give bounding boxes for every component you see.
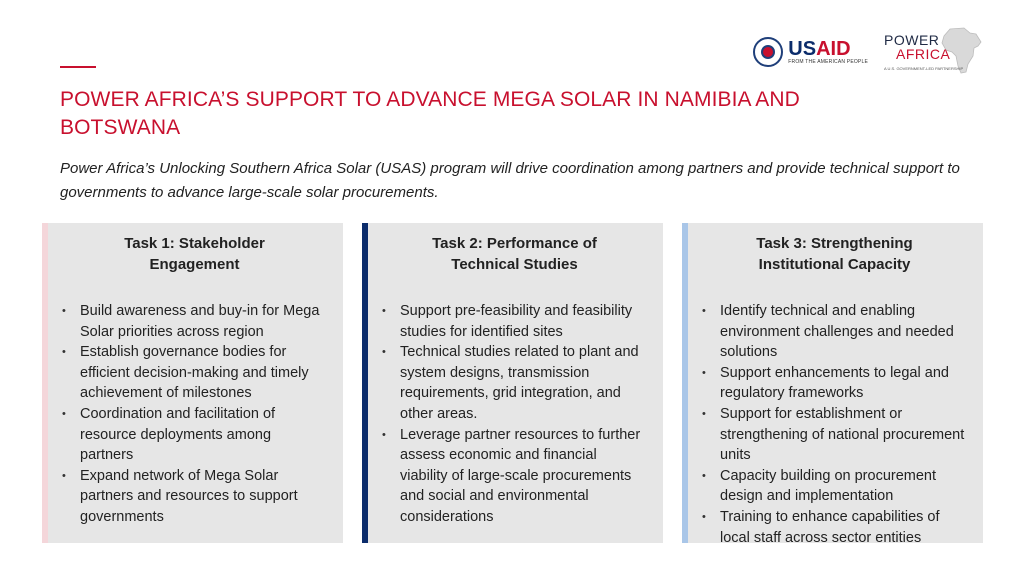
list-item: • Expand network of Mega Solar partners and resources to support governments	[62, 466, 327, 528]
usaid-logo	[753, 37, 868, 67]
list-item: • Support for establishment or strengthening of national procurement units	[702, 404, 967, 466]
page-subtitle: Power Africa’s Unlocking Southern Africa Solar (USAS) program will drive coordination among partners and provide technical support to governments to advance large-scale solar procurements.	[60, 160, 960, 201]
list-item: • Technical studies related to plant and system designs, transmission requirements, grid integration, and other areas.	[382, 342, 647, 424]
power-africa-power: POWER	[884, 32, 940, 48]
task-2-title: Task 2: Performance of Technical Studies	[432, 235, 597, 273]
title-accent-line	[60, 66, 96, 68]
list-item: • Coordination and facilitation of resource deployments among partners	[62, 404, 327, 466]
task-1-bullets	[62, 301, 327, 528]
list-item: • Support pre-feasibility and feasibility studies for identified sites	[382, 301, 647, 342]
list-item: • Capacity building on procurement design and implementation	[702, 466, 967, 507]
usaid-logo-us: US	[788, 38, 817, 60]
power-africa-logo	[884, 26, 984, 78]
usaid-logo-aid: AID	[816, 38, 851, 60]
task-card-1	[42, 223, 343, 543]
task-2-bullets	[382, 301, 647, 528]
list-item: • Support enhancements to legal and regulatory frameworks	[702, 363, 967, 404]
task-3-bullets	[702, 301, 967, 548]
list-item: • Establish governance bodies for efficient decision-making and timely achievement of milestones	[62, 342, 327, 404]
list-item: • Build awareness and buy-in for Mega Solar priorities across region	[62, 301, 327, 342]
power-africa-africa: AFRICA	[896, 46, 951, 62]
list-item: • Leverage partner resources to further assess economic and financial viability of large-scale procurements and social and environmental considerations	[382, 425, 647, 528]
power-africa-tagline: A U.S. GOVERNMENT-LED PARTNERSHIP	[884, 66, 964, 71]
page-title: POWER AFRICA’S SUPPORT TO ADVANCE MEGA SOLAR IN NAMIBIA AND BOTSWANA	[60, 88, 800, 139]
task-3-title: Task 3: Strengthening Institutional Capacity	[756, 235, 913, 273]
task-card-3	[682, 223, 983, 546]
list-item: • Training to enhance capabilities of local staff across sector entities	[702, 507, 967, 548]
task-card-2	[362, 223, 663, 543]
usaid-seal-icon	[753, 37, 783, 67]
list-item: • Identify technical and enabling environment challenges and needed solutions	[702, 301, 967, 363]
usaid-tagline: FROM THE AMERICAN PEOPLE	[788, 59, 868, 65]
logo-bar	[753, 26, 984, 78]
task-1-title: Task 1: Stakeholder Engagement	[124, 235, 265, 273]
